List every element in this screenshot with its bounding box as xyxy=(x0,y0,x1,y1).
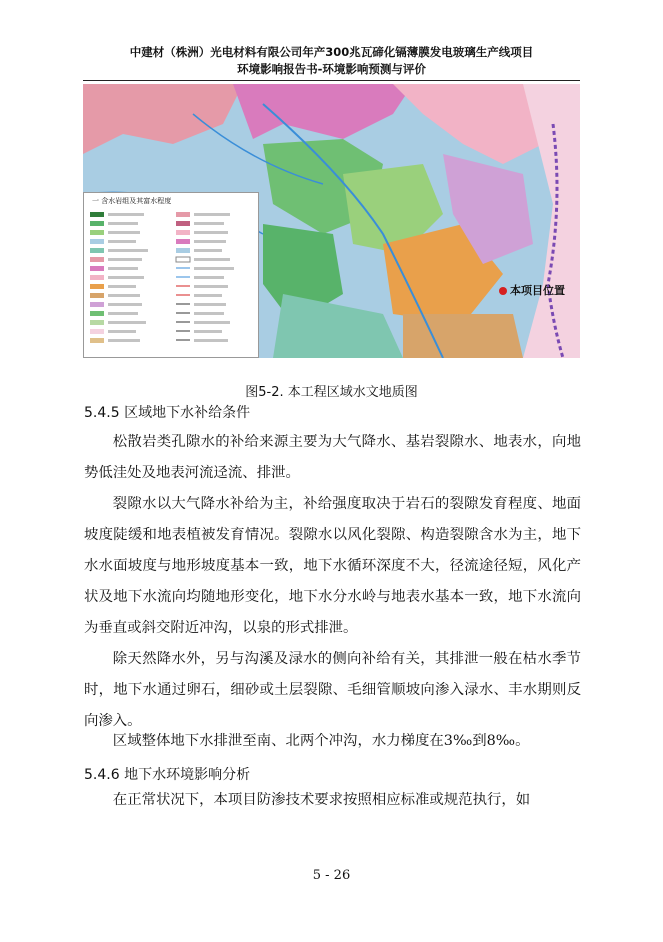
paragraph: 区域整体地下水排泄至南、北两个冲沟，水力梯度在3‰到8‰。 xyxy=(112,733,530,749)
map-legend xyxy=(83,192,259,358)
page-number: 5 - 26 xyxy=(312,868,351,883)
legend-swatches xyxy=(84,206,260,356)
paragraph: 除天然降水外，另与沟溪及渌水的侧向补给有关，其排泄一般在枯水季节时，地下水通过卵石，细砂或土层裂隙、毛细管顺坡向渗入渌水、丰水期则反向渗入。 xyxy=(84,651,581,729)
paragraph: 在正常状况下，本项目防渗技术要求按照相应标准或规范执行，如 xyxy=(112,792,531,808)
paragraph: 松散岩类孔隙水的补给来源主要为大气降水、基岩裂隙水、地表水，向地势低洼处及地表河流迳流、排泄。 xyxy=(84,434,581,481)
section-heading-5-4-5: 5.4.5 区域地下水补给条件 xyxy=(84,405,251,421)
header-divider xyxy=(83,80,580,81)
section-heading-5-4-6: 5.4.6 地下水环境影响分析 xyxy=(84,767,251,783)
project-location-marker xyxy=(499,287,507,295)
figure-caption: 图5-2. 本工程区域水文地质图 xyxy=(245,385,418,400)
hydrogeological-map xyxy=(83,84,580,358)
project-location-label: 本项目位置 xyxy=(510,284,565,297)
legend-title: 一 含水岩组及其富水程度 xyxy=(92,197,172,205)
paragraph: 裂隙水以大气降水补给为主，补给强度取决于岩石的裂隙发育程度、地面坡度陡缓和地表植被发育情况。裂隙水以风化裂隙、构造裂隙含水为主，地下水水面坡度与地形坡度基本一致，地下水循环深度不大，径流途径短，风化产状及地下水流向均随地形变化，地下水分水岭与地表水基本一致，地下水流向为垂直或斜交附近冲沟，以泉的形式排泄。 xyxy=(84,496,581,636)
header-title-line2: 环境影响报告书-环境影响预测与评价 xyxy=(237,62,426,76)
header-title-line1: 中建材（株洲）光电材料有限公司年产300兆瓦碲化镉薄膜发电玻璃生产线项目 xyxy=(129,45,534,59)
document-header xyxy=(0,44,663,78)
